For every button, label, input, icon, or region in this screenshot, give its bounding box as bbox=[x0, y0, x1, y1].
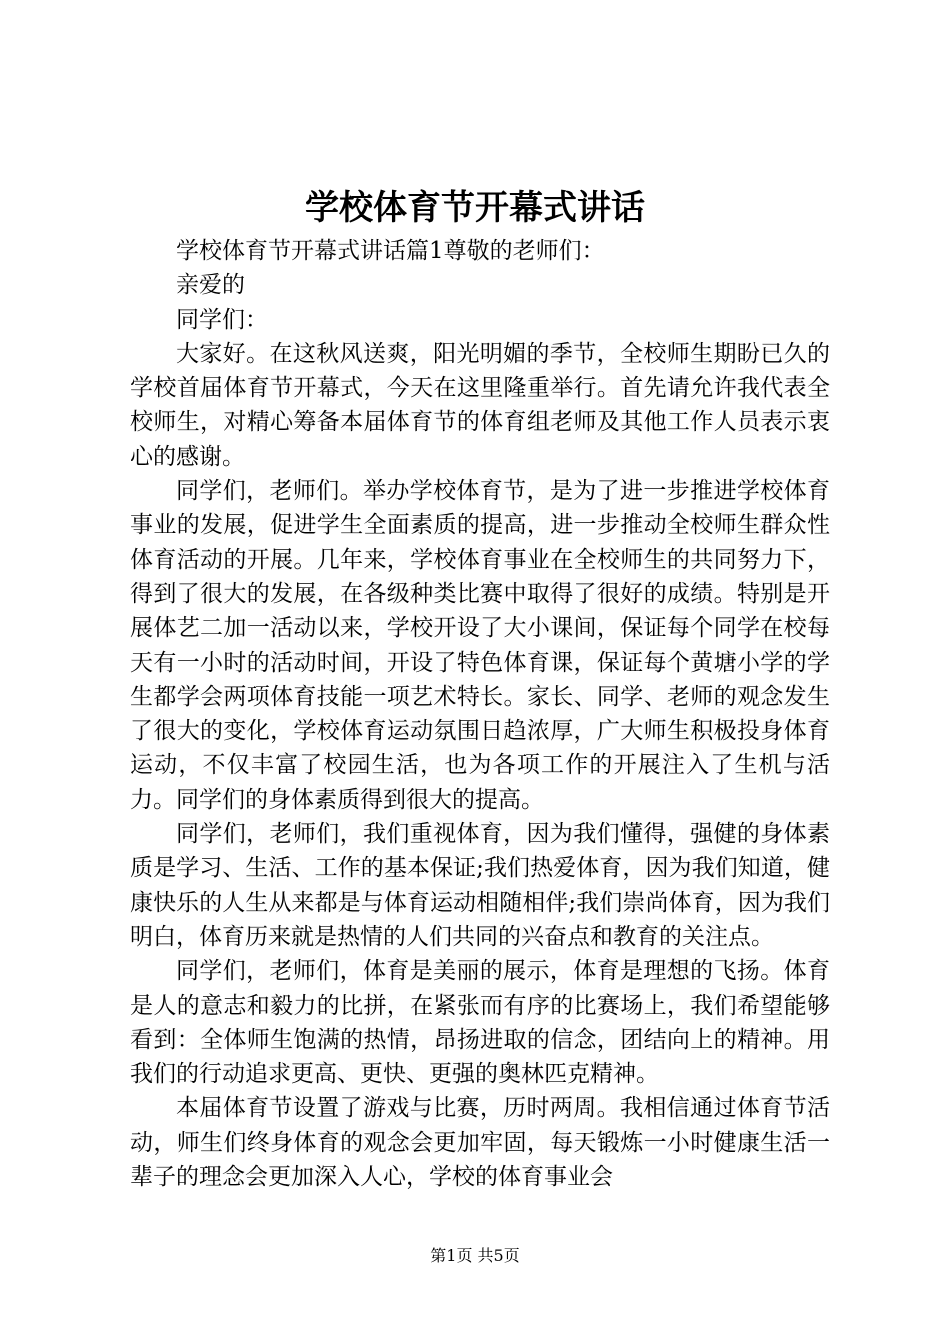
paragraph: 亲爱的 bbox=[176, 272, 245, 299]
paragraph: 大家好。在这秋风送爽，阳光明媚的季节，全校师生期盼已久的学校首届体育节开幕式，今天在这里隆重举行。首先请允许我代表全校师生，对精心筹备本届体育节的体育组老师及其他工作人员表示衷心的感谢。 bbox=[130, 340, 830, 470]
paragraph: 同学们，老师们。举办学校体育节，是为了进一步推进学校体育事业的发展，促进学生全面素质的提高，进一步推动全校师生群众性体育活动的开展。几年来，学校体育事业在全校师生的共同努力下，得到了很大的发展，在各级种类比赛中取得了很好的成绩。特别是开展体艺二加一活动以来，学校开设了大小课间，保证每个同学在校每天有一小时的活动时间，开设了特色体育课，保证每个黄塘小学的学生都学会两项体育技能一项艺术特长。家长、同学、老师的观念发生了很大的变化，学校体育运动氛围日趋浓厚，广大师生积极投身体育运动，不仅丰富了校园生活，也为各项工作的开展注入了生机与活力。同学们的身体素质得到很大的提高。 bbox=[130, 478, 830, 813]
paragraph: 同学们，老师们，体育是美丽的展示，体育是理想的飞扬。体育是人的意志和毅力的比拼，在紧张而有序的比赛场上，我们希望能够看到：全体师生饱满的热情，昂扬进取的信念，团结向上的精神。用我们的行动追求更高、更快、更强的奥林匹克精神。 bbox=[130, 958, 830, 1088]
document-body bbox=[130, 234, 830, 1194]
paragraph: 同学们，老师们，我们重视体育，因为我们懂得，强健的身体素质是学习、生活、工作的基本保证;我们热爱体育，因为我们知道，健康快乐的人生从来都是与体育运动相随相伴;我们崇尚体育，因为我们明白，体育历来就是热情的人们共同的兴奋点和教育的关注点。 bbox=[130, 821, 830, 950]
paragraph: 学校体育节开幕式讲话篇1尊敬的老师们： bbox=[176, 238, 605, 264]
page-number-footer: 第1页 共5页 bbox=[430, 1246, 520, 1265]
document-title: 学校体育节开幕式讲话 bbox=[305, 188, 645, 228]
paragraph: 本届体育节设置了游戏与比赛，历时两周。我相信通过体育节活动，师生们终身体育的观念会更加牢固，每天锻炼一小时健康生活一辈子的理念会更加深入人心，学校的体育事业会 bbox=[130, 1095, 830, 1191]
paragraph: 同学们： bbox=[176, 306, 268, 333]
